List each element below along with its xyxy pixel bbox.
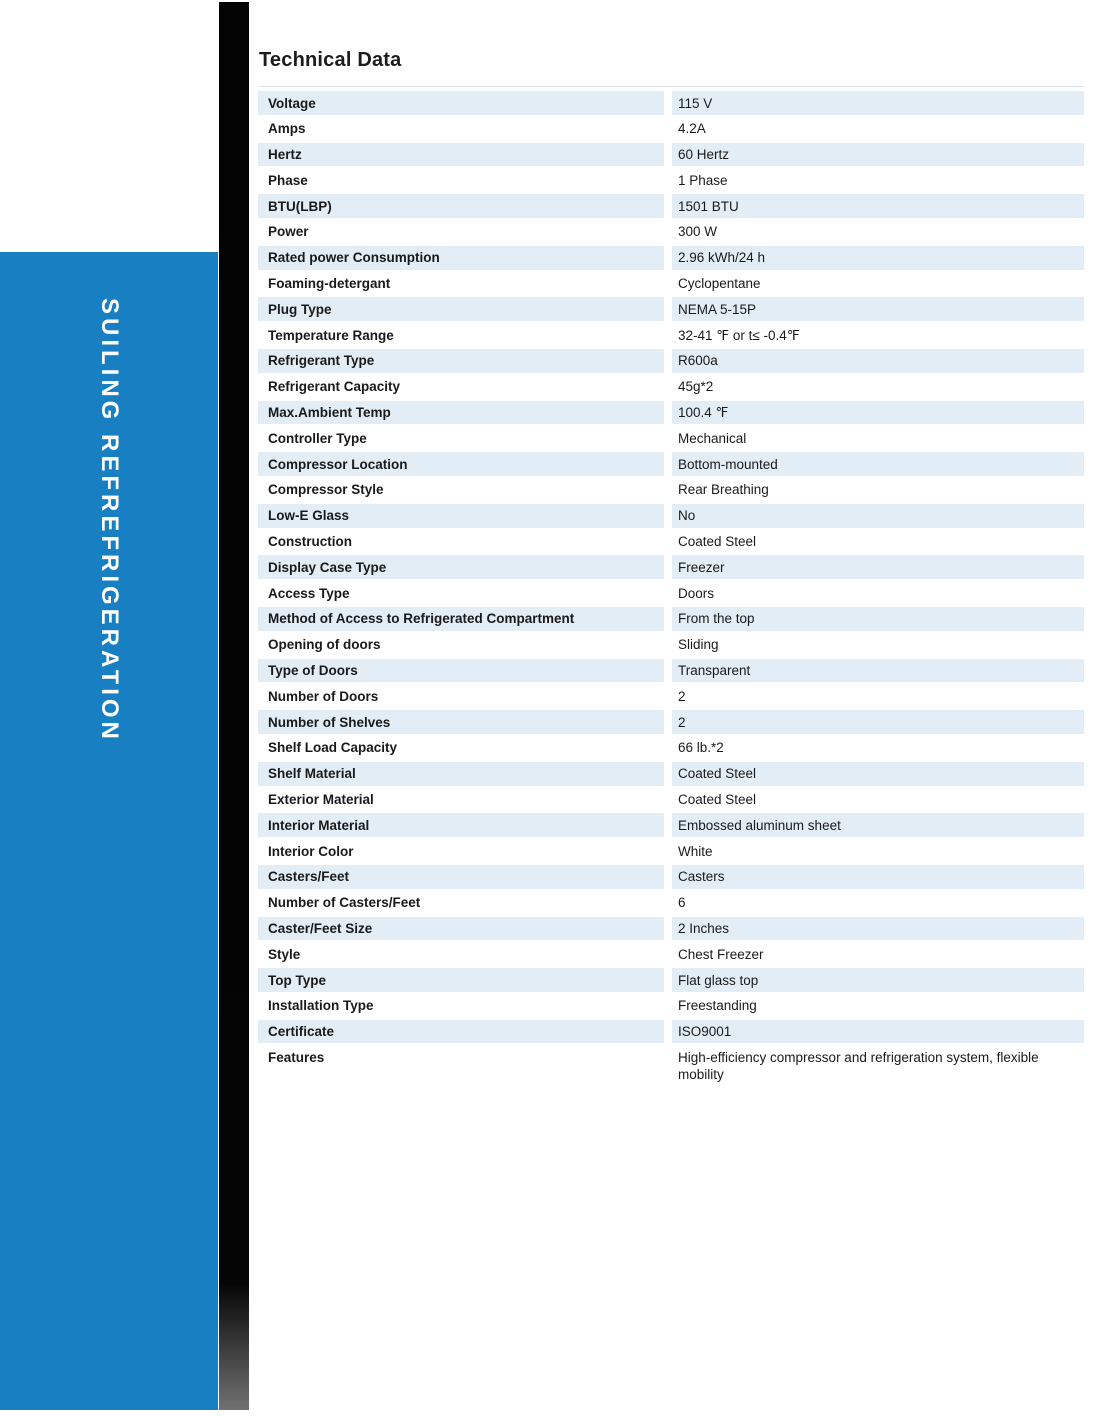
spec-label: Casters/Feet [258, 865, 664, 891]
table-row [258, 994, 1084, 1020]
spec-label: Type of Doors [258, 659, 664, 685]
spec-label: Installation Type [268, 998, 374, 1014]
table-row [258, 762, 1084, 788]
spec-label: Phase [268, 172, 308, 188]
spec-label: BTU(LBP) [258, 194, 664, 220]
table-row [258, 168, 1084, 194]
table-row [258, 659, 1084, 685]
spec-label: Compressor Style [268, 482, 384, 498]
spec-label: Voltage [258, 91, 664, 117]
table-row [258, 452, 1084, 478]
table-row [258, 607, 1084, 633]
table-row [258, 813, 1084, 839]
spec-value: From the top [672, 607, 1084, 633]
spec-label: Refrigerant Capacity [268, 379, 401, 395]
spec-label: Power [268, 224, 309, 240]
spec-label: Top Type [258, 968, 664, 994]
table-row [258, 478, 1084, 504]
spec-value: 2 [672, 710, 1084, 736]
table-row [258, 710, 1084, 736]
spec-value: ISO9001 [672, 1020, 1084, 1046]
spec-label: Interior Material [258, 813, 664, 839]
spec-label: Number of Casters/Feet [268, 895, 421, 911]
spec-label: Rated power Consumption [258, 246, 664, 272]
spec-label: Hertz [258, 143, 664, 169]
table-row [258, 117, 1084, 143]
spec-value: 2.96 kWh/24 h [672, 246, 1084, 272]
spec-label: Compressor Location [258, 452, 664, 478]
spec-value: High-efficiency compressor and refrigeration system, flexible mobility [678, 1049, 1039, 1082]
spec-value: Embossed aluminum sheet [672, 813, 1084, 839]
spec-value: 45g*2 [678, 379, 714, 395]
spec-value: Casters [672, 865, 1084, 891]
spec-label: Certificate [258, 1020, 664, 1046]
spec-value: 66 lb.*2 [678, 740, 724, 756]
table-row [258, 839, 1084, 865]
table-row [258, 220, 1084, 246]
table-row [258, 942, 1084, 968]
spec-value: Chest Freezer [678, 946, 764, 962]
spec-label: Shelf Load Capacity [268, 740, 398, 756]
spec-label: Display Case Type [258, 555, 664, 581]
spec-label: Interior Color [268, 843, 354, 859]
table-row [258, 323, 1084, 349]
table-top-border [258, 86, 1084, 87]
page-title: Technical Data [259, 49, 402, 71]
spec-value: White [678, 843, 713, 859]
spec-value: Cyclopentane [678, 276, 761, 292]
spec-value: Coated Steel [672, 762, 1084, 788]
spec-value: No [672, 504, 1084, 530]
spec-value: 32-41 ℉ or t≤ -0.4℉ [678, 327, 800, 343]
spec-value: Flat glass top [672, 968, 1084, 994]
spec-value: 2 Inches [672, 917, 1084, 943]
spec-label: Temperature Range [268, 327, 394, 343]
table-row [258, 736, 1084, 762]
spec-value: Freezer [672, 555, 1084, 581]
table-row [258, 143, 1084, 169]
spec-label: Access Type [268, 585, 350, 601]
spec-value: Coated Steel [678, 792, 757, 808]
table-row [258, 530, 1084, 556]
brand-vertical-text: SUILING REFREFRIGERATION [96, 298, 123, 743]
table-row [258, 297, 1084, 323]
table-row [258, 504, 1084, 530]
spec-value: Transparent [672, 659, 1084, 685]
spec-label: Refrigerant Type [258, 349, 664, 375]
spec-label: Low-E Glass [258, 504, 664, 530]
table-row [258, 555, 1084, 581]
table-row [258, 1045, 1084, 1088]
table-row [258, 194, 1084, 220]
spec-value: R600a [672, 349, 1084, 375]
content-area [258, 0, 1084, 1088]
spec-value: 100.4 ℉ [672, 401, 1084, 427]
spec-value: 60 Hertz [672, 143, 1084, 169]
table-row [258, 917, 1084, 943]
table-row [258, 91, 1084, 117]
spec-label: Amps [268, 121, 306, 137]
spec-value: Freestanding [678, 998, 757, 1014]
spec-value: 300 W [678, 224, 718, 240]
divider-stripe [219, 2, 249, 1410]
spec-value: Doors [678, 585, 715, 601]
spec-table [258, 91, 1084, 1088]
spec-label: Construction [268, 534, 352, 550]
spec-label: Shelf Material [258, 762, 664, 788]
table-row [258, 684, 1084, 710]
spec-label: Exterior Material [268, 792, 374, 808]
table-row [258, 891, 1084, 917]
spec-label: Plug Type [258, 297, 664, 323]
table-row [258, 426, 1084, 452]
spec-label: Features [268, 1049, 325, 1065]
spec-label: Foaming-detergant [268, 276, 391, 292]
table-row [258, 581, 1084, 607]
spec-value: NEMA 5-15P [672, 297, 1084, 323]
table-row [258, 633, 1084, 659]
spec-label: Max.Ambient Temp [258, 401, 664, 427]
table-row [258, 968, 1084, 994]
spec-value: 6 [678, 895, 686, 911]
brand-sidebar [0, 252, 218, 1410]
table-row [258, 401, 1084, 427]
spec-label: Caster/Feet Size [258, 917, 664, 943]
spec-label: Style [268, 946, 301, 962]
spec-label: Number of Shelves [258, 710, 664, 736]
table-row [258, 246, 1084, 272]
spec-value: Coated Steel [678, 534, 757, 550]
spec-value: 2 [678, 688, 686, 704]
spec-value: 115 V [672, 91, 1084, 117]
spec-value: Rear Breathing [678, 482, 769, 498]
spec-value: 1 Phase [678, 172, 728, 188]
table-row [258, 1020, 1084, 1046]
table-row [258, 788, 1084, 814]
table-row [258, 375, 1084, 401]
spec-label: Method of Access to Refrigerated Compartment [258, 607, 664, 633]
spec-label: Number of Doors [268, 688, 379, 704]
spec-value: 4.2A [678, 121, 706, 137]
table-row [258, 272, 1084, 298]
spec-value: 1501 BTU [672, 194, 1084, 220]
spec-value: Bottom-mounted [672, 452, 1084, 478]
table-row [258, 349, 1084, 375]
spec-label: Controller Type [268, 430, 367, 446]
spec-value: Sliding [678, 637, 719, 653]
spec-value: Mechanical [678, 430, 747, 446]
spec-label: Opening of doors [268, 637, 381, 653]
table-row [258, 865, 1084, 891]
